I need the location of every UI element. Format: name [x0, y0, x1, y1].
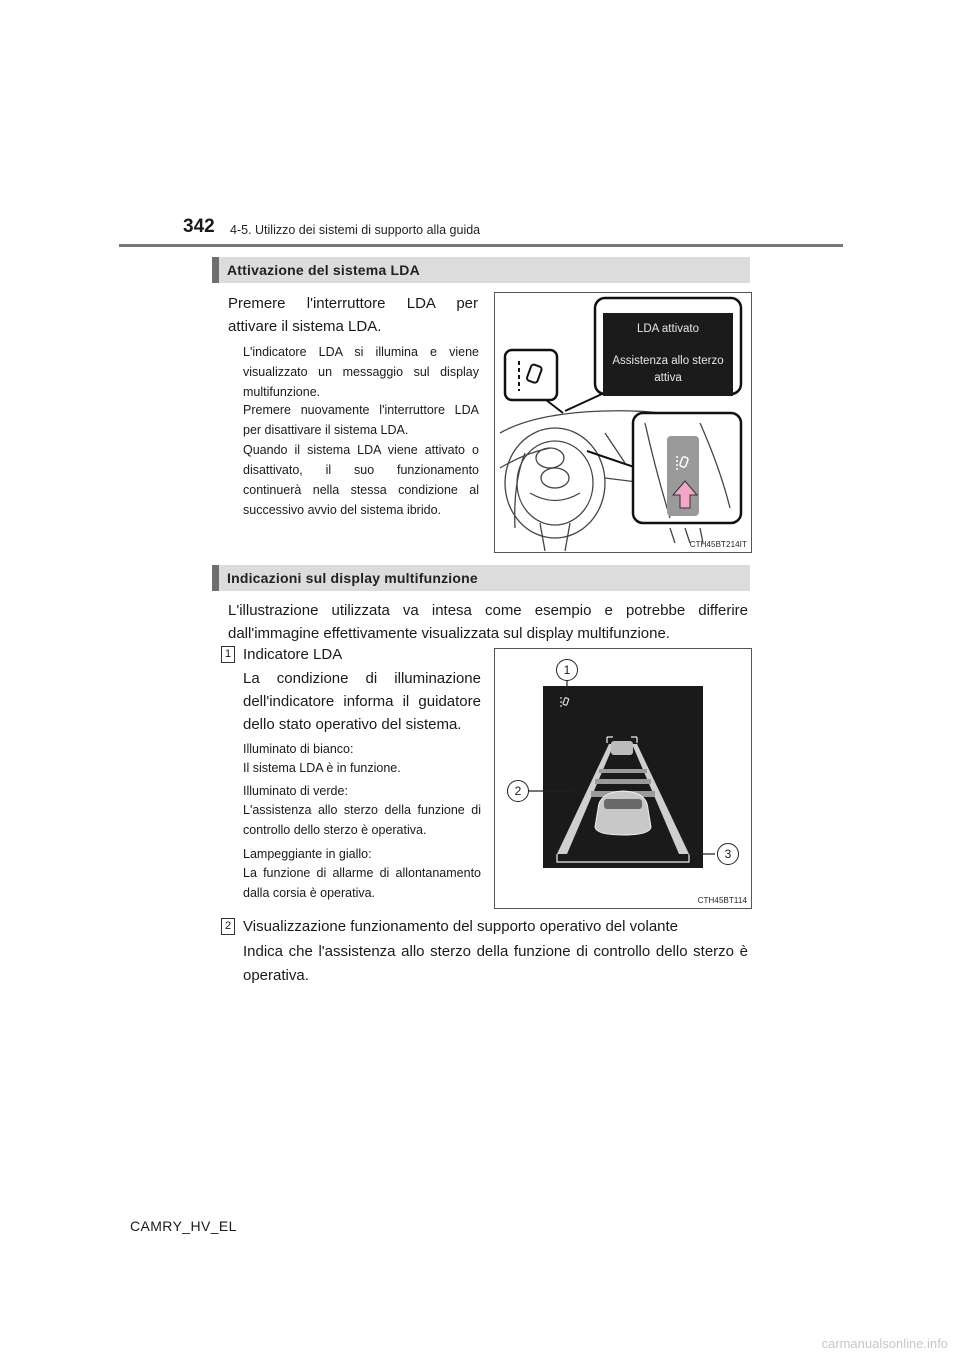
figure-multi-display: [494, 648, 752, 909]
section2-intro: L'illustrazione utilizzata va intesa come esempio e potrebbe differire dall'immagine effettivamente visualizzata sul display multifunzione.: [228, 602, 748, 642]
display-message-line1: LDA attivato: [636, 323, 699, 335]
item1-state-green-label: Illuminato di verde:: [243, 784, 348, 798]
footer-model-code: CAMRY_HV_EL: [130, 1218, 237, 1234]
watermark: carmanualsonline.info: [821, 1336, 948, 1351]
section1-intro: Premere l'interruttore LDA per attivare il sistema LDA.: [228, 295, 478, 335]
callout-1: 1: [556, 659, 578, 681]
item-number-2: 2: [221, 918, 235, 935]
figure-caption: CTH45BT114: [697, 896, 747, 905]
callout-3: 3: [717, 843, 739, 865]
multi-display-illustration: [495, 649, 751, 908]
figure-caption: CTH45BT214IT: [689, 540, 747, 549]
section1-note-3: Quando il sistema LDA viene attivato o disattivato, il suo funzionamento continuerà nella stessa condizione al successivo avvio del sistema ibrido.: [243, 443, 479, 517]
item1-body: La condizione di illuminazione dell'indicatore informa il guidatore dello stato operativo del sistema.: [243, 670, 481, 733]
header-rule: [119, 244, 843, 247]
section1-note-2: Premere nuovamente l'interruttore LDA per disattivare il sistema LDA.: [243, 403, 479, 437]
section-title: Attivazione del sistema LDA: [227, 262, 420, 278]
item1-state-yellow-text: La funzione di allarme di allontanamento dalla corsia è operativa.: [243, 866, 481, 900]
item1-state-white-label: Illuminato di bianco:: [243, 742, 354, 756]
section1-note-1: L'indicatore LDA si illumina e viene visualizzato un messaggio sul display multifunzione.: [243, 345, 479, 399]
display-message-line2: Assistenza allo sterzo attiva: [612, 355, 724, 384]
item2-title: Visualizzazione funzionamento del supporto operativo del volante: [243, 918, 679, 935]
item2-body: Indica che l'assistenza allo sterzo della funzione di controllo dello sterzo è operativa.: [243, 943, 748, 984]
section-title-bar-lda-activation: [212, 257, 750, 283]
item1-state-white-text: Il sistema LDA è in funzione.: [243, 761, 401, 775]
figure-lda-switch: [494, 292, 752, 553]
item1-state-green-text: L'assistenza allo sterzo della funzione di controllo dello sterzo è operativa.: [243, 803, 481, 837]
callout-2: 2: [507, 780, 529, 802]
item-number-1: 1: [221, 646, 235, 663]
item1-state-yellow-label: Lampeggiante in giallo:: [243, 847, 372, 861]
section-bar-marker: [212, 257, 219, 283]
chapter-header: 4-5. Utilizzo dei sistemi di supporto alla guida: [230, 223, 481, 237]
page-number: 342: [183, 216, 215, 237]
section-title-bar-display-indications: [212, 565, 750, 591]
section-bar-marker: [212, 565, 219, 591]
section-title: Indicazioni sul display multifunzione: [227, 570, 478, 586]
item1-title: Indicatore LDA: [243, 646, 343, 663]
lda-indicator-callout: [505, 350, 557, 400]
own-vehicle-icon: [595, 791, 651, 835]
